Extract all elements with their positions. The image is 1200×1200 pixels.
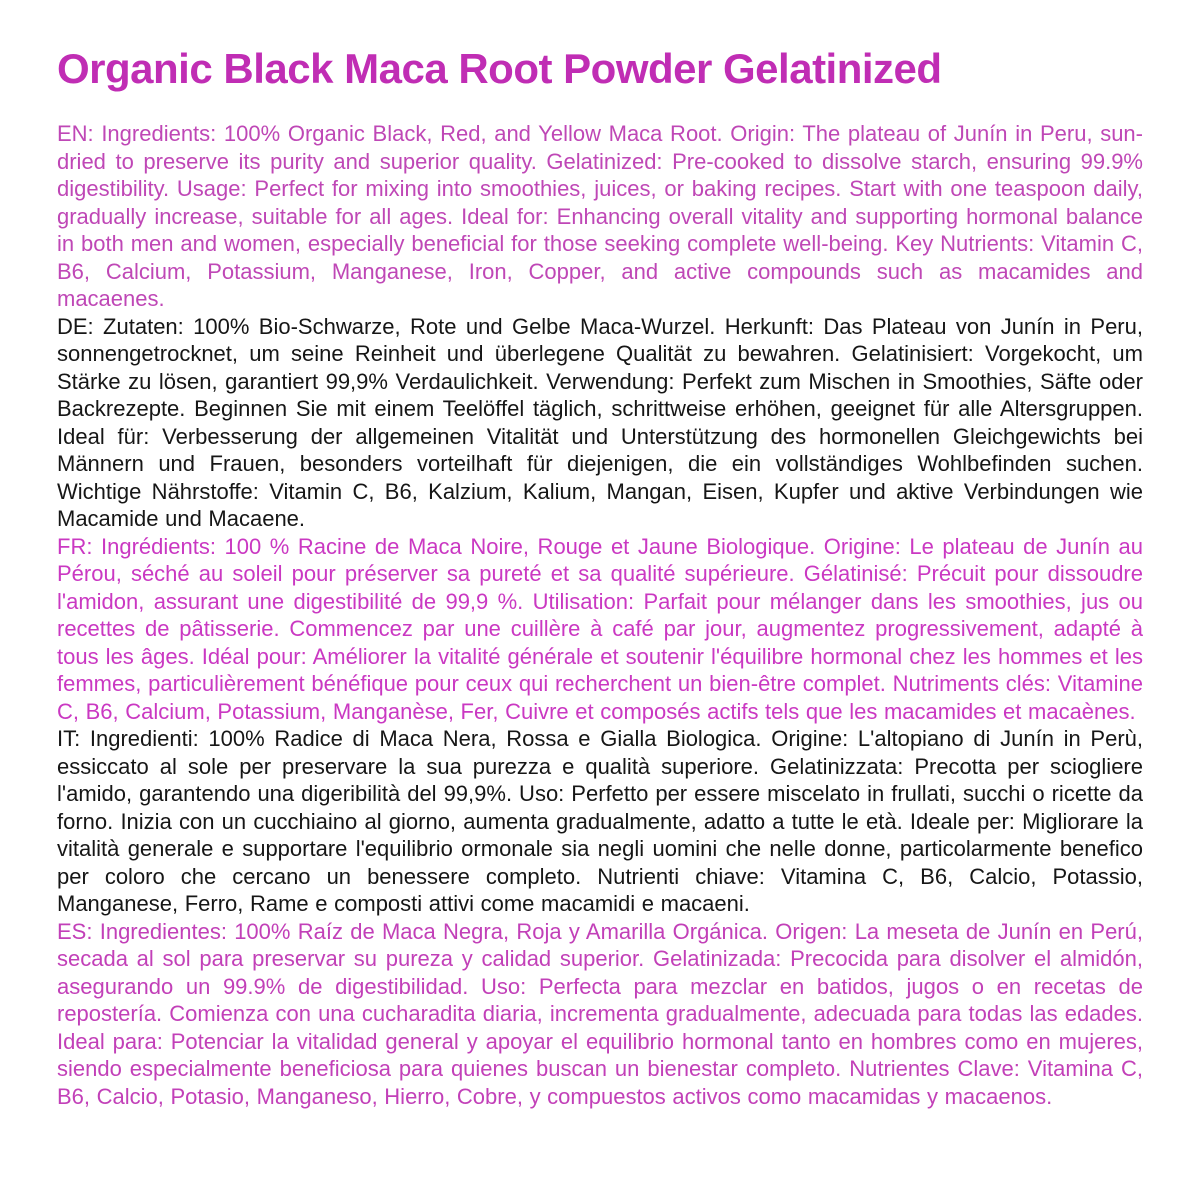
paragraph-it: IT: Ingredienti: 100% Radice di Maca Nera, Rossa e Gialla Biologica. Origine: L'altopiano di Junín in Perù, essiccato al sole per preservare la sua purezza e qualità superiore. Gelatinizzata: Precotta per sciogliere l'amido, garantendo una digeribilità del 99,9%. Uso: Perfetto per essere miscelato in frullati, succhi o ricette da forno. Inizia con un cucchiaino al giorno, aumenta gradualmente, adatto a tutte le età. Ideale per: Migliorare la vitalità generale e supportare l'equilibrio ormonale sia negli uomini che nelle donne, particolarmente benefico per coloro che cercano un benessere completo. Nutrienti chiave: Vitamina C, B6, Calcio, Potassio, Manganese, Ferro, Rame e composti attivi come macamidi e macaeni. — [57, 726, 1143, 917]
paragraph-es: ES: Ingredientes: 100% Raíz de Maca Negra, Roja y Amarilla Orgánica. Origen: La meseta de Junín en Perú, secada al sol para preservar su pureza y calidad superior. Gelatinizada: Precocida para disolver el almidón, asegurando un 99.9% de digestibilidad. Uso: Perfecta para mezclar en batidos, jugos o en recetas de repostería. Comienza con una cucharadita diaria, incrementa gradualmente, adecuada para todas las edades. Ideal para: Potenciar la vitalidad general y apoyar el equilibrio hormonal tanto en hombres como en mujeres, siendo especialmente beneficiosa para quienes buscan un bienestar completo. Nutrientes Clave: Vitamina C, B6, Calcio, Potasio, Manganeso, Hierro, Cobre, y compuestos activos como macamidas y macaenos. — [57, 918, 1143, 1109]
paragraph-de: DE: Zutaten: 100% Bio-Schwarze, Rote und Gelbe Maca-Wurzel. Herkunft: Das Plateau von Junín in Peru, sonnengetrocknet, um seine Reinheit und überlegene Qualität zu bewahren. Gelatinisiert: Vorgekocht, um Stärke zu lösen, garantiert 99,9% Verdaulichkeit. Verwendung: Perfekt zum Mischen in Smoothies, Säfte oder Backrezepte. Beginnen Sie mit einem Teelöffel täglich, schrittweise erhöhen, geeignet für alle Altersgruppen. Ideal für: Verbesserung der allgemeinen Vitalität und Unterstützung des hormonellen Gleichgewichts bei Männern und Frauen, besonders vorteilhaft für diejenigen, die ein vollständiges Wohlbefinden suchen. Wichtige Nährstoffe: Vitamin C, B6, Kalzium, Kalium, Mangan, Eisen, Kupfer und aktive Verbindungen wie Macamide und Macaene. — [57, 313, 1143, 532]
paragraph-fr: FR: Ingrédients: 100 % Racine de Maca Noire, Rouge et Jaune Biologique. Origine: Le plateau de Junín au Pérou, séché au soleil pour préserver sa pureté et sa qualité supérieure. Gélatinisé: Précuit pour dissoudre l'amidon, assurant une digestibilité de 99,9 %. Utilisation: Parfait pour mélanger dans les smoothies, jus ou recettes de pâtisserie. Commencez par une cuillère à café par jour, augmentez progressivement, adapté à tous les âges. Idéal pour: Améliorer la vitalité générale et soutenir l'équilibre hormonal chez les hommes et les femmes, particulièrement bénéfique pour ceux qui recherchent un bien-être complet. Nutriments clés: Vitamine C, B6, Calcium, Potassium, Manganèse, Fer, Cuivre et composés actifs tels que les macamides et macaènes. — [57, 533, 1143, 724]
multilingual-description — [57, 120, 1143, 1110]
paragraph-en: EN: Ingredients: 100% Organic Black, Red, and Yellow Maca Root. Origin: The plateau of Junín in Peru, sun-dried to preserve its purity and superior quality. Gelatinized: Pre-cooked to dissolve starch, ensuring 99.9% digestibility. Usage: Perfect for mixing into smoothies, juices, or baking recipes. Start with one teaspoon daily, gradually increase, suitable for all ages. Ideal for: Enhancing overall vitality and supporting hormonal balance in both men and women, especially beneficial for those seeking complete well-being. Key Nutrients: Vitamin C, B6, Calcium, Potassium, Manganese, Iron, Copper, and active compounds such as macamides and macaenes. — [57, 121, 1143, 312]
page-title: Organic Black Maca Root Powder Gelatinized — [57, 45, 942, 92]
